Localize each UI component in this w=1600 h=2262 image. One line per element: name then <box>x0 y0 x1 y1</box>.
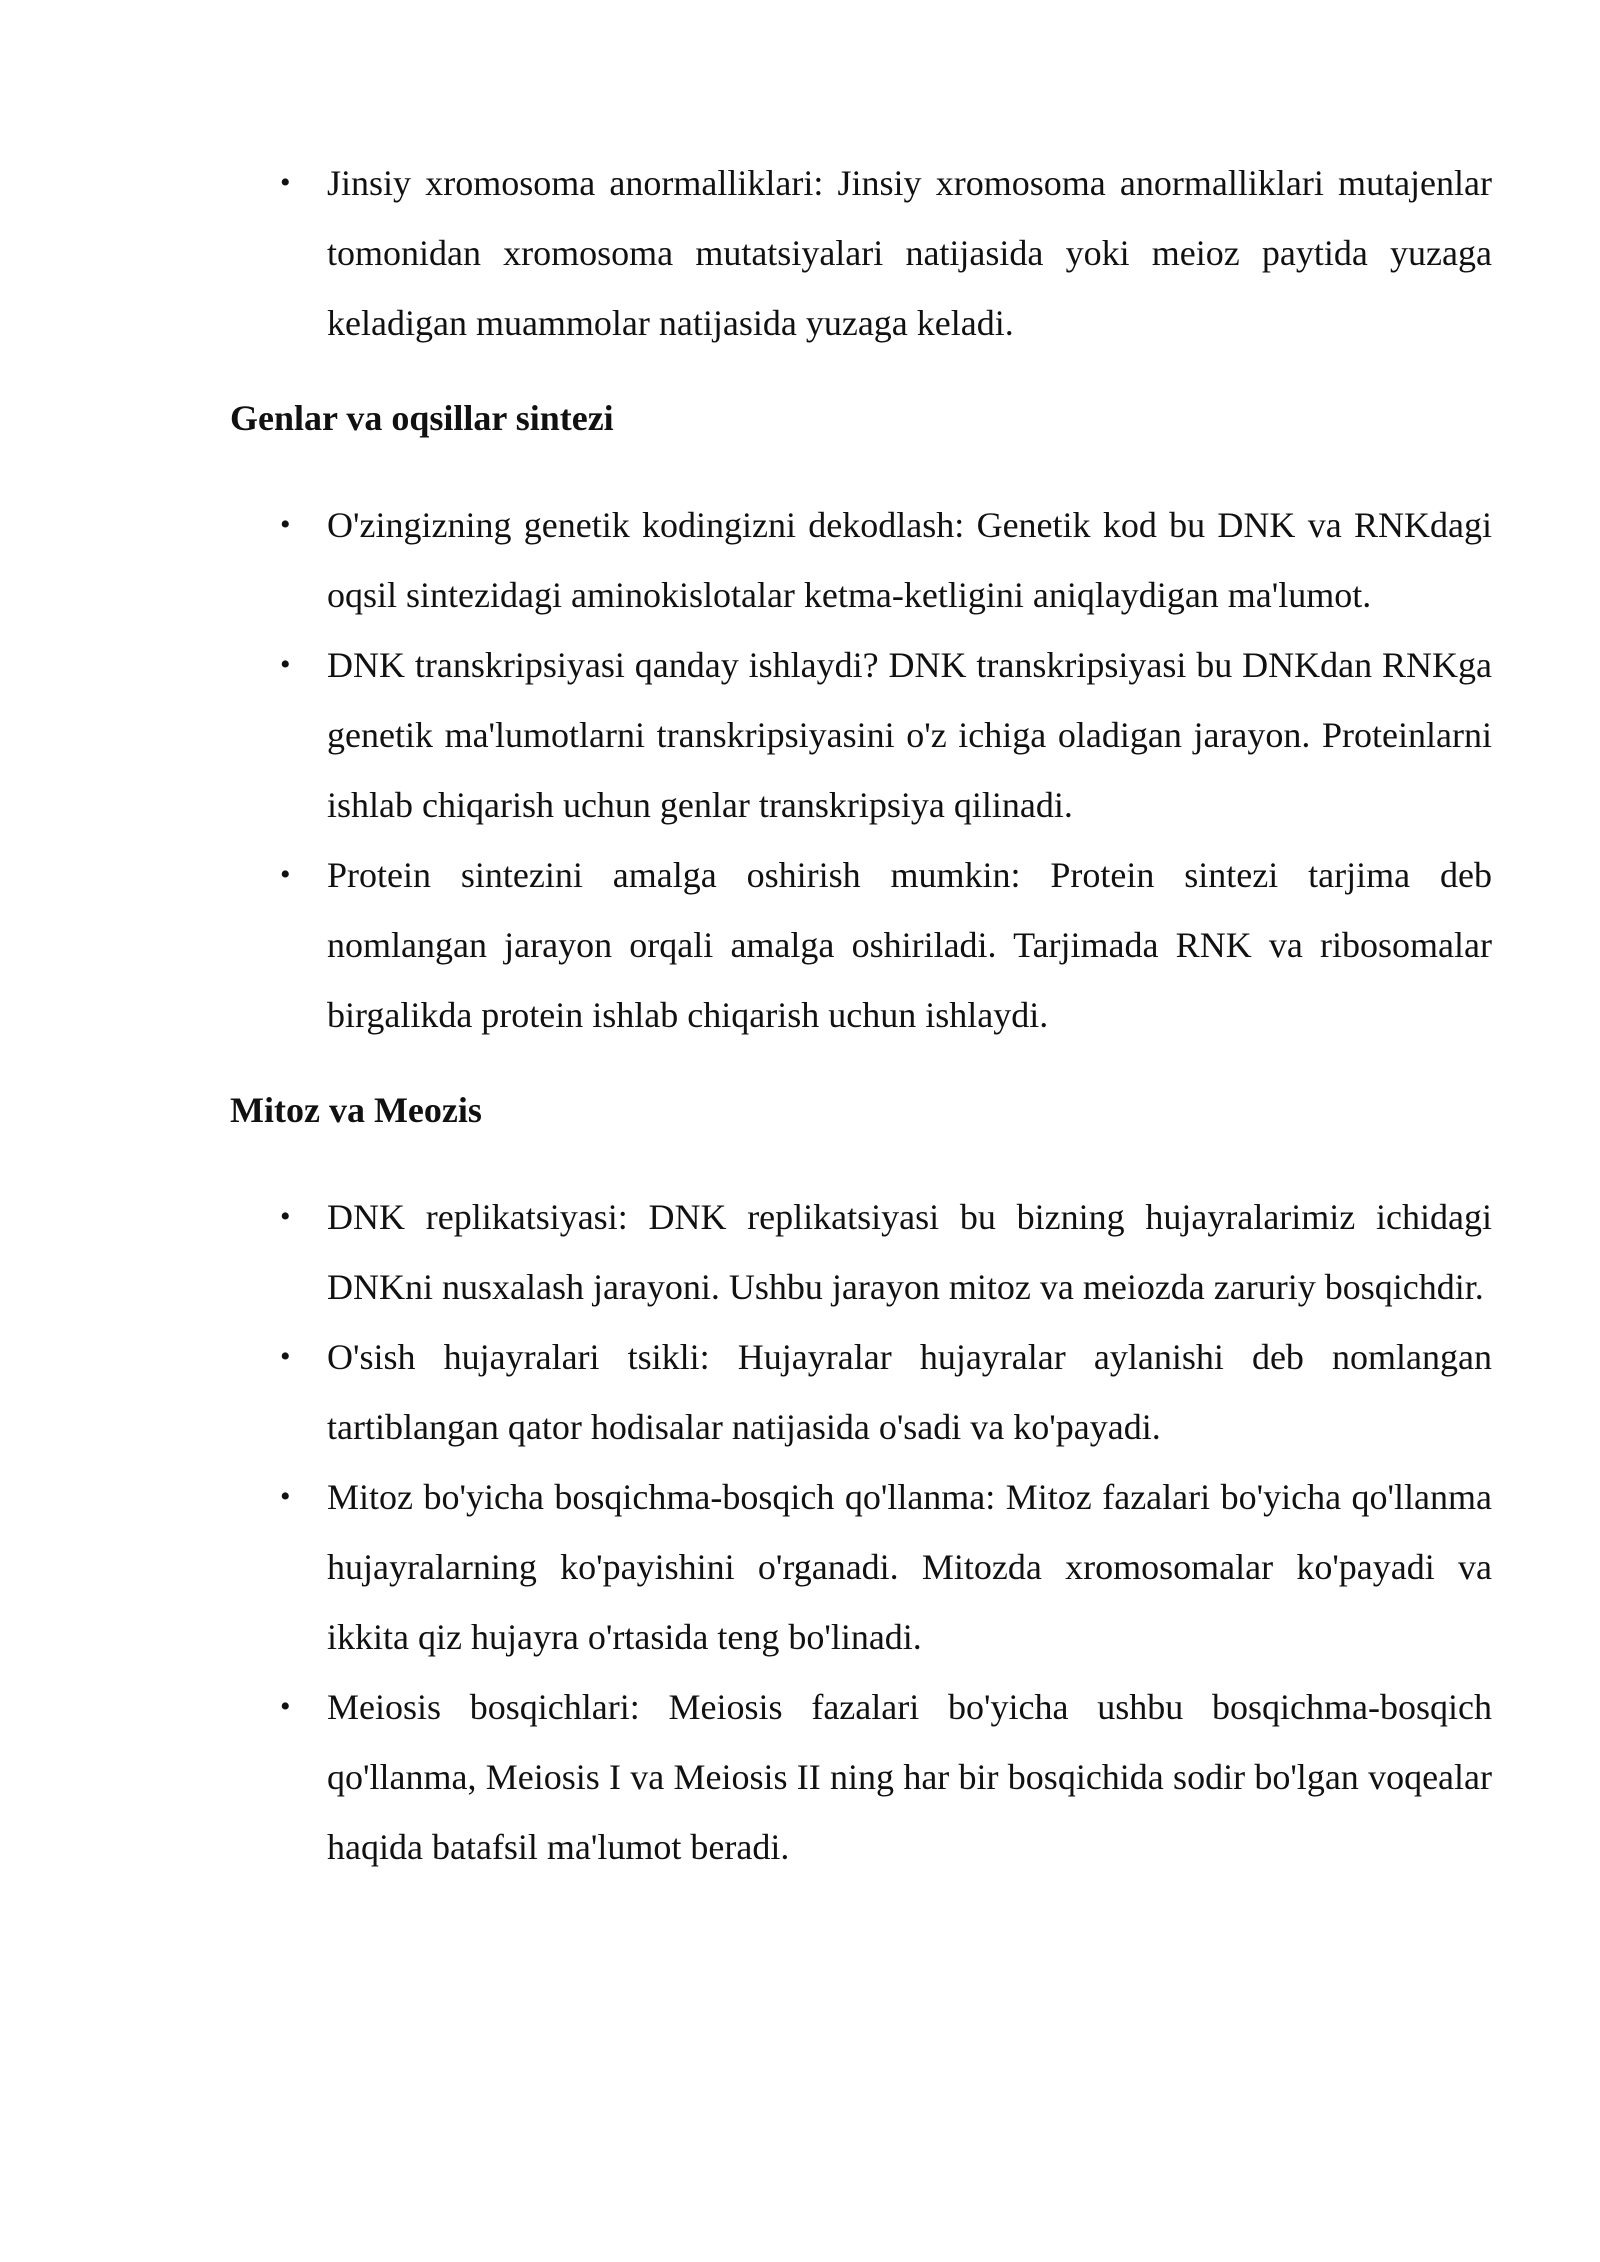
list-item-text: DNK transkripsiyasi qanday ishlaydi? DNK transkripsiyasi bu DNKdan RNKga genetik ma'lumotlarni transkripsiyasini o'z ichiga oladigan jarayon. Proteinlarni ishlab chiqarish uchun genlar transkripsiya qilinadi. <box>327 645 1492 825</box>
bullet-icon: • <box>280 166 291 199</box>
section-genlar-bullet-list <box>230 490 1492 1050</box>
list-item-text: O'zingizning genetik kodingizni dekodlash: Genetik kod bu DNK va RNKdagi oqsil sintezidagi aminokislotalar ketma-ketligini aniqlaydigan ma'lumot. <box>327 505 1492 615</box>
bullet-icon: • <box>280 858 291 891</box>
bullet-icon: • <box>280 1340 291 1373</box>
bullet-icon: • <box>280 1690 291 1723</box>
list-item-text: O'sish hujayralari tsikli: Hujayralar hujayralar aylanishi deb nomlangan tartiblangan qator hodisalar natijasida o'sadi va ko'payadi. <box>327 1337 1492 1447</box>
list-item <box>230 148 1492 358</box>
section-mitoz-bullet-list <box>230 1182 1492 1882</box>
list-item <box>230 1322 1492 1462</box>
list-item-text: DNK replikatsiyasi: DNK replikatsiyasi bu bizning hujayralarimiz ichidagi DNKni nusxalash jarayoni. Ushbu jarayon mitoz va meiozda zaruriy bosqichdir. <box>327 1197 1492 1307</box>
bullet-icon: • <box>280 648 291 681</box>
intro-bullet-list <box>230 148 1492 358</box>
list-item <box>230 490 1492 630</box>
list-item <box>230 1462 1492 1672</box>
list-item-text: Jinsiy xromosoma anormalliklari: Jinsiy xromosoma anormalliklari mutajenlar tomonidan xromosoma mutatsiyalari natijasida yoki meioz paytida yuzaga keladigan muammolar natijasida yuzaga keladi. <box>327 163 1492 343</box>
list-item <box>230 1182 1492 1322</box>
section-heading-mitoz: Mitoz va Meozis <box>230 1090 482 1130</box>
list-item-text: Mitoz bo'yicha bosqichma-bosqich qo'llanma: Mitoz fazalari bo'yicha qo'llanma hujayralarning ko'payishini o'rganadi. Mitozda xromosomalar ko'payadi va ikkita qiz hujayra o'rtasida teng bo'linadi. <box>327 1477 1492 1657</box>
list-item-text: Meiosis bosqichlari: Meiosis fazalari bo'yicha ushbu bosqichma-bosqich qo'llanma, Meiosis I va Meiosis II ning har bir bosqichida sodir bo'lgan voqealar haqida batafsil ma'lumot beradi. <box>327 1687 1492 1867</box>
list-item <box>230 1672 1492 1882</box>
list-item <box>230 630 1492 840</box>
bullet-icon: • <box>280 508 291 541</box>
bullet-icon: • <box>280 1480 291 1513</box>
bullet-icon: • <box>280 1200 291 1233</box>
list-item <box>230 840 1492 1050</box>
section-heading-genlar: Genlar va oqsillar sintezi <box>230 398 614 438</box>
document-page <box>230 148 1492 1882</box>
list-item-text: Protein sintezini amalga oshirish mumkin: Protein sintezi tarjima deb nomlangan jarayon orqali amalga oshiriladi. Tarjimada RNK va ribosomalar birgalikda protein ishlab chiqarish uchun ishlaydi. <box>327 855 1492 1035</box>
